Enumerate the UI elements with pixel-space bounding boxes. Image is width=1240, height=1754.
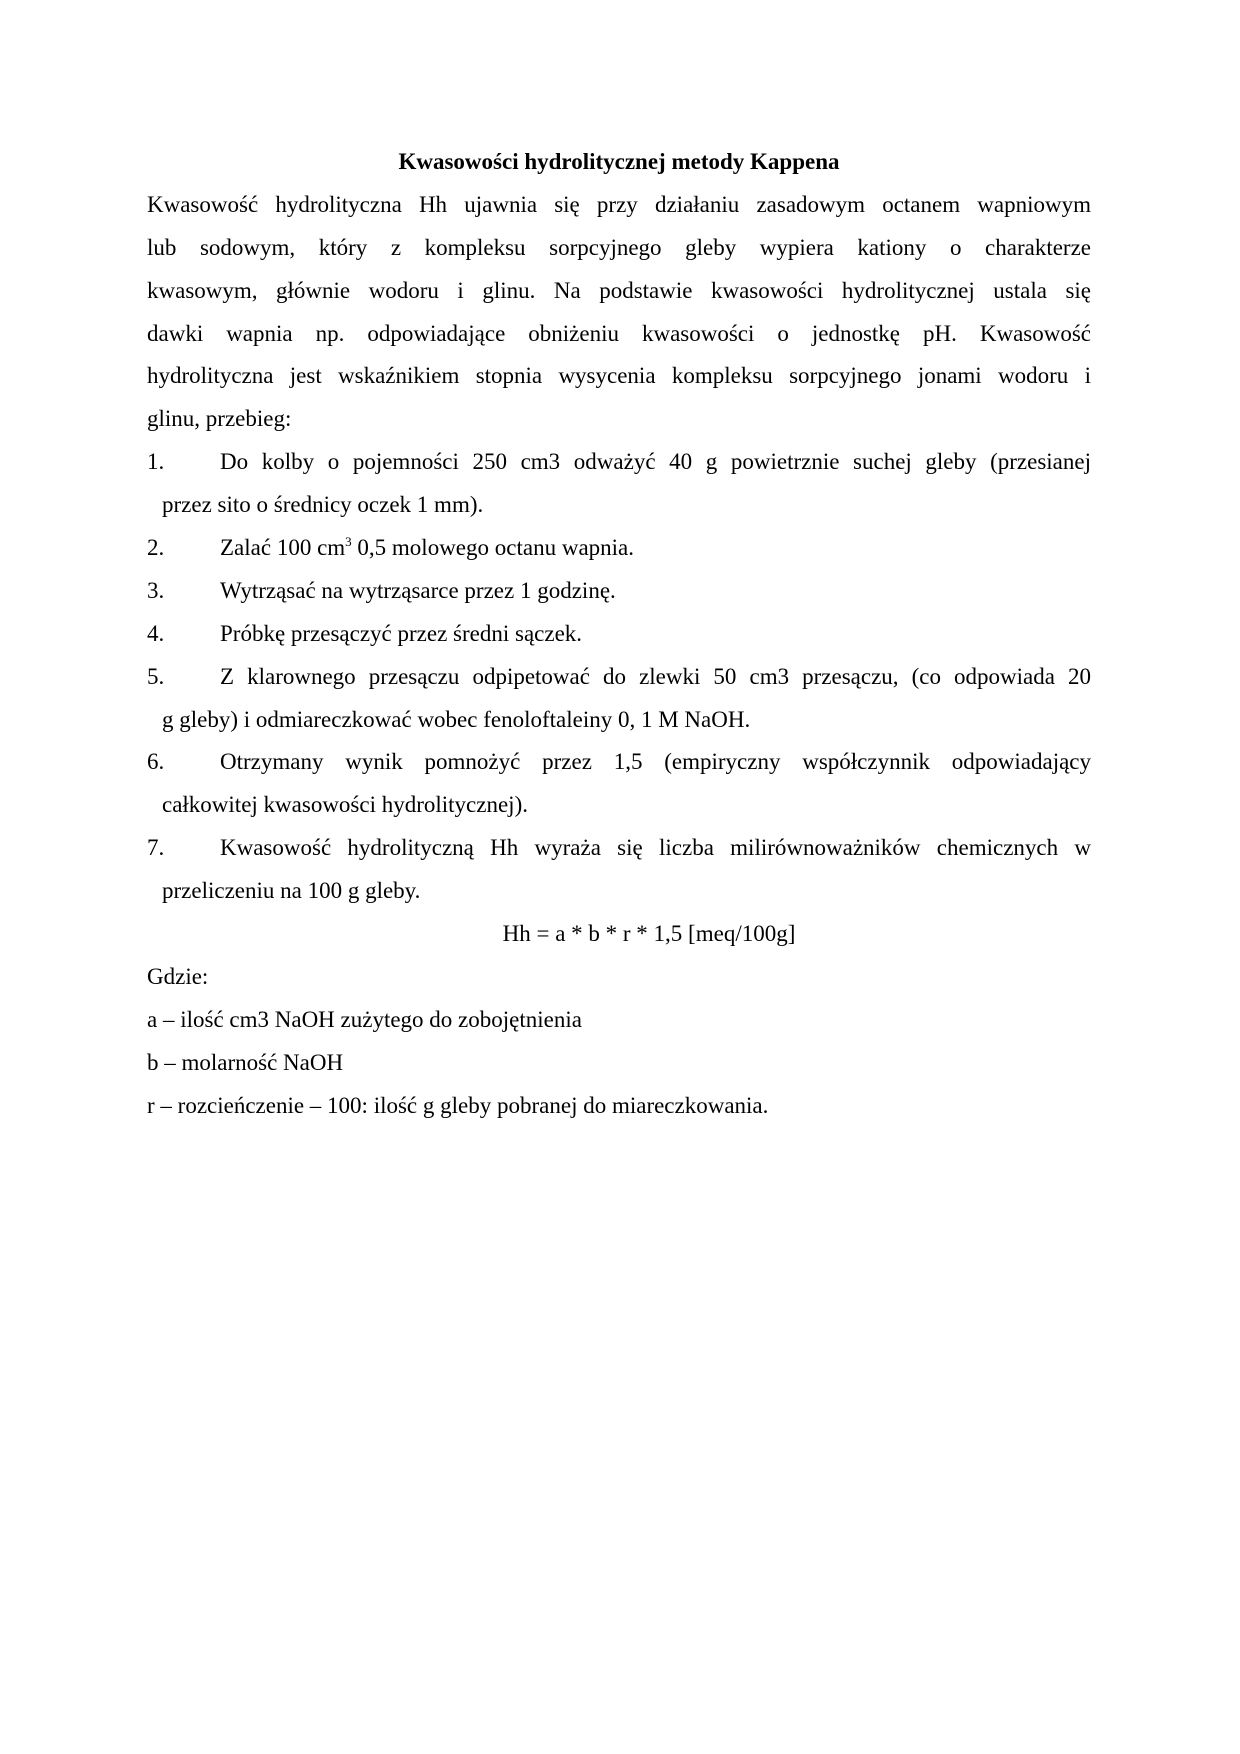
step-number: 1. <box>147 449 165 475</box>
intro-line: hydrolityczna jest wskaźnikiem stopnia wysycenia kompleksu sorpcyjnego jonami wodoru i <box>147 363 1091 389</box>
intro-line: kwasowym, głównie wodoru i glinu. Na podstawie kwasowości hydrolitycznej ustala się <box>147 277 1091 303</box>
step-text: przez sito o średnicy oczek 1 mm). <box>162 492 484 518</box>
step-number: 6. <box>147 749 165 775</box>
superscript: 3 <box>345 534 352 550</box>
step-text: g gleby) i odmiareczkować wobec fenoloftaleiny 0, 1 M NaOH. <box>162 706 751 732</box>
step-7 <box>147 827 1091 913</box>
step-number: 3. <box>147 577 165 603</box>
intro-line: dawki wapnia np. odpowiadające obniżeniu kwasowości o jednostkę pH. Kwasowość <box>147 320 1091 346</box>
step-2 <box>147 527 1091 570</box>
step-6 <box>147 741 1091 827</box>
step-text: Próbkę przesączyć przez średni sączek. <box>220 620 583 646</box>
intro-line: lub sodowym, który z kompleksu sorpcyjnego gleby wypiera kationy o charakterze <box>147 234 1091 260</box>
formula: Hh = a * b * r * 1,5 [meq/100g] <box>502 921 796 947</box>
step-5 <box>147 656 1091 742</box>
document-page <box>147 141 1091 1127</box>
step-3 <box>147 570 1091 613</box>
where-label: Gdzie: <box>147 963 209 989</box>
step-text: Otrzymany wynik pomnożyć przez 1,5 (empiryczny współczynnik odpowiadający <box>220 749 1091 775</box>
step-text-part: 0,5 molowego octanu wapnia. <box>351 535 634 561</box>
step-text: całkowitej kwasowości hydrolitycznej). <box>162 792 528 818</box>
step-number: 7. <box>147 835 165 861</box>
definition-a: a – ilość cm3 NaOH zużytego do zobojętnienia <box>147 1006 582 1032</box>
step-4 <box>147 613 1091 656</box>
step-text: przeliczeniu na 100 g gleby. <box>162 878 421 904</box>
step-number: 5. <box>147 663 165 689</box>
step-text: Wytrząsać na wytrząsarce przez 1 godzinę. <box>220 577 616 603</box>
intro-line: Kwasowość hydrolityczna Hh ujawnia się przy działaniu zasadowym octanem wapniowym <box>147 191 1091 217</box>
step-text: Kwasowość hydrolityczną Hh wyraża się liczba milirównoważników chemicznych w <box>220 835 1091 861</box>
step-text: Do kolby o pojemności 250 cm3 odważyć 40 g powietrznie suchej gleby (przesianej <box>220 449 1091 475</box>
definition-b: b – molarność NaOH <box>147 1049 344 1075</box>
step-text <box>220 527 1091 570</box>
step-1 <box>147 441 1091 527</box>
step-text: Z klarownego przesączu odpipetować do zlewki 50 cm3 przesączu, (co odpowiada 20 <box>220 663 1091 689</box>
definition-r: r – rozcieńczenie – 100: ilość g gleby pobranej do miareczkowania. <box>147 1092 769 1118</box>
intro-line: glinu, przebieg: <box>147 406 292 432</box>
step-text-part: Zalać 100 cm <box>220 535 346 561</box>
step-number: 2. <box>147 535 165 561</box>
document-title: Kwasowości hydrolitycznej metody Kappena <box>398 149 840 174</box>
step-number: 4. <box>147 620 165 646</box>
